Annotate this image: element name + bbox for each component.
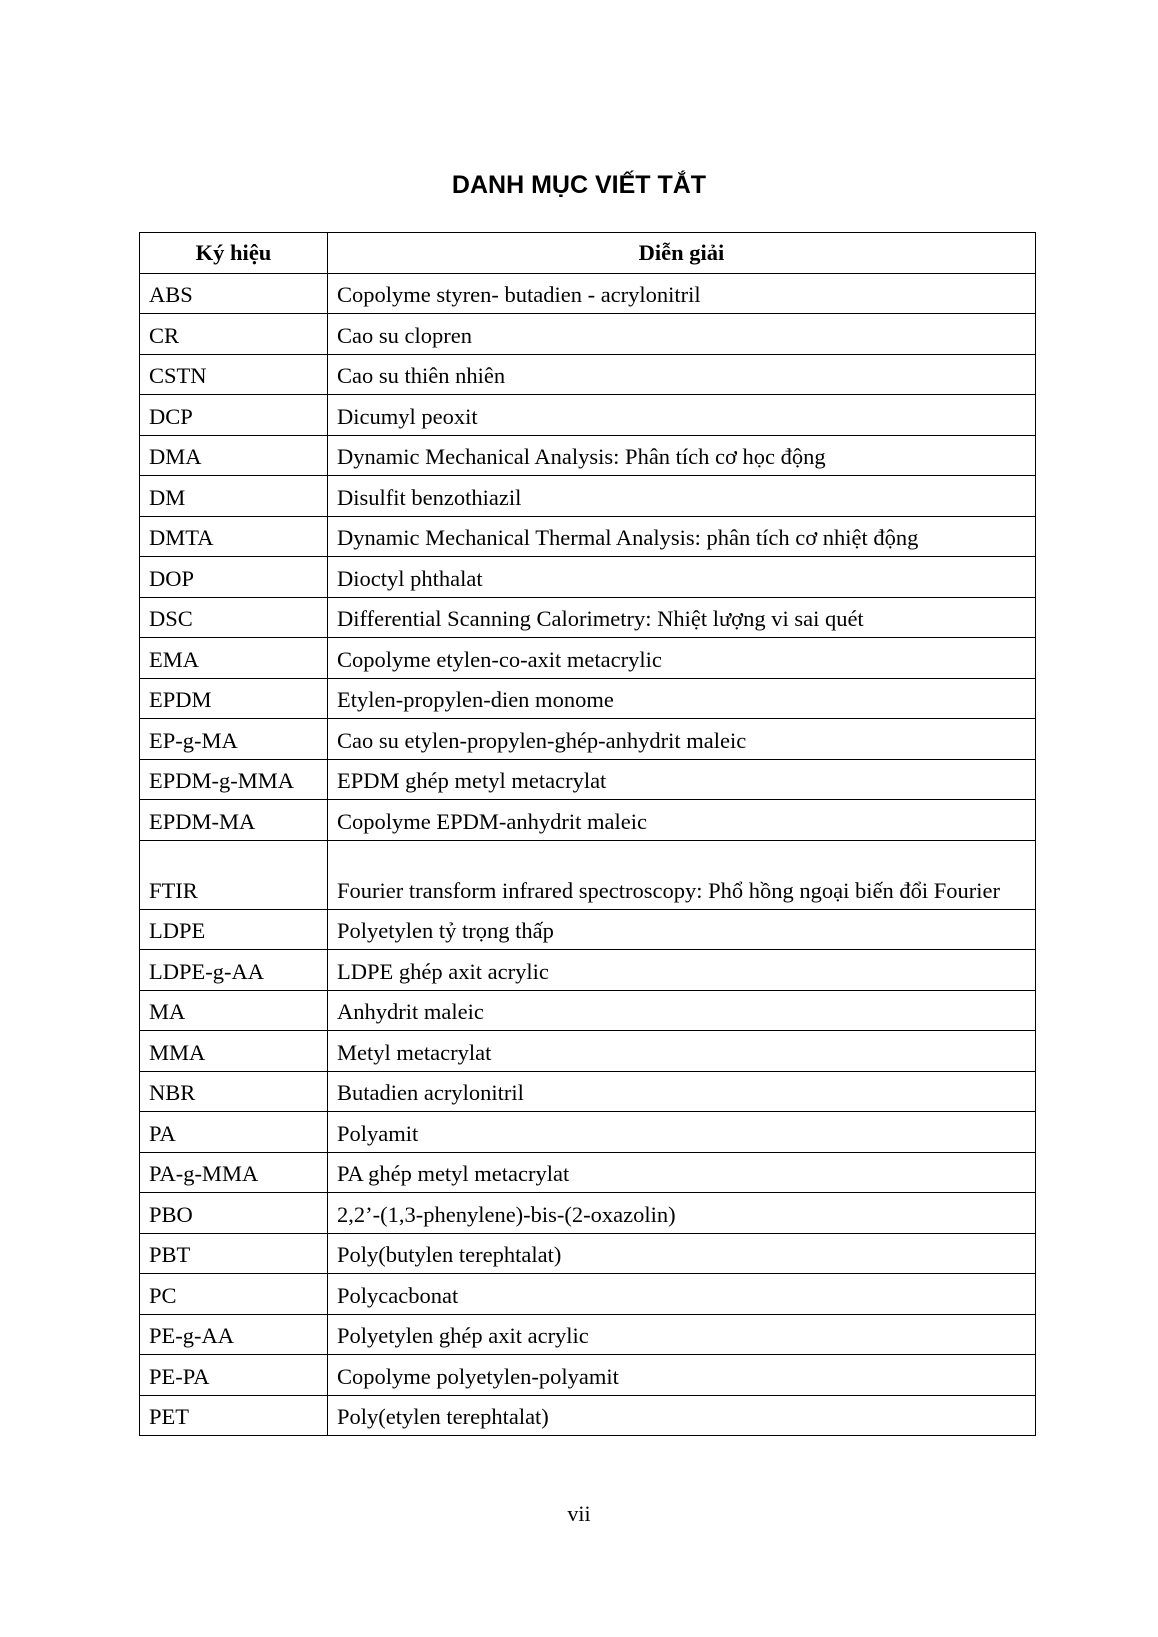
header-description: Diễn giải (328, 233, 1036, 274)
table-row (140, 1274, 1036, 1315)
header-symbol: Ký hiệu (140, 233, 328, 274)
table-row (140, 1031, 1036, 1072)
abbrev-description: Fourier transform infrared spectroscopy: Phổ hồng ngoại biến đổi Fourier (328, 840, 1036, 909)
abbrev-description: PA ghép metyl metacrylat (328, 1152, 1036, 1193)
table-row (140, 638, 1036, 679)
abbrev-description: Poly(etylen terephtalat) (328, 1395, 1036, 1436)
page-title: DANH MỤC VIẾT TẮT (451, 171, 707, 199)
abbrev-description: Cao su etylen-propylen-ghép-anhydrit maleic (328, 719, 1036, 760)
abbrev-symbol: FTIR (140, 840, 328, 909)
table-row (140, 1314, 1036, 1355)
table-row (140, 1233, 1036, 1274)
abbrev-symbol: DMTA (140, 516, 328, 557)
abbrev-description: Etylen-propylen-dien monome (328, 678, 1036, 719)
abbrev-symbol: MMA (140, 1031, 328, 1072)
abbrev-description: Copolyme polyetylen-polyamit (328, 1355, 1036, 1396)
abbrev-symbol: ABS (140, 273, 328, 314)
table-row (140, 1355, 1036, 1396)
abbrev-description: Cao su thiên nhiên (328, 354, 1036, 395)
abbrev-symbol: DMA (140, 435, 328, 476)
table-row (140, 557, 1036, 598)
table-header-row (140, 233, 1036, 274)
table-row (140, 1152, 1036, 1193)
table-row (140, 1071, 1036, 1112)
abbrev-description: Copolyme styren- butadien - acrylonitril (328, 273, 1036, 314)
abbreviation-table (139, 232, 1036, 1436)
abbrev-description: Polyetylen tỷ trọng thấp (328, 909, 1036, 950)
abbrev-symbol: EPDM-MA (140, 800, 328, 841)
table-row (140, 516, 1036, 557)
abbrev-symbol: DOP (140, 557, 328, 598)
table-body (140, 273, 1036, 1436)
abbrev-description: Dioctyl phthalat (328, 557, 1036, 598)
abbrev-description: 2,2’-(1,3-phenylene)-bis-(2-oxazolin) (328, 1193, 1036, 1234)
abbrev-symbol: PBO (140, 1193, 328, 1234)
abbrev-symbol: PA-g-MMA (140, 1152, 328, 1193)
table-row (140, 759, 1036, 800)
abbrev-symbol: DSC (140, 597, 328, 638)
abbrev-symbol: PET (140, 1395, 328, 1436)
abbrev-symbol: DCP (140, 395, 328, 436)
table-row (140, 476, 1036, 517)
table-row (140, 354, 1036, 395)
abbrev-symbol: LDPE (140, 909, 328, 950)
abbrev-symbol: PC (140, 1274, 328, 1315)
abbrev-description: Metyl metacrylat (328, 1031, 1036, 1072)
abbrev-description: Disulfit benzothiazil (328, 476, 1036, 517)
table-row (140, 678, 1036, 719)
table-row (140, 1112, 1036, 1153)
table-row (140, 1193, 1036, 1234)
abbrev-description: Dicumyl peoxit (328, 395, 1036, 436)
abbrev-symbol: PA (140, 1112, 328, 1153)
table-row (140, 273, 1036, 314)
table-row (140, 950, 1036, 991)
abbrev-description: Polyamit (328, 1112, 1036, 1153)
abbrev-symbol: LDPE-g-AA (140, 950, 328, 991)
abbrev-description: Differential Scanning Calorimetry: Nhiệt lượng vi sai quét (328, 597, 1036, 638)
abbrev-symbol: DM (140, 476, 328, 517)
abbrev-symbol: CSTN (140, 354, 328, 395)
abbrev-symbol: PBT (140, 1233, 328, 1274)
table-row (140, 909, 1036, 950)
table-row (140, 1395, 1036, 1436)
abbrev-description: Dynamic Mechanical Thermal Analysis: phân tích cơ nhiệt động (328, 516, 1036, 557)
table-row (140, 800, 1036, 841)
abbrev-description: Poly(butylen terephtalat) (328, 1233, 1036, 1274)
abbrev-symbol: EPDM (140, 678, 328, 719)
table-row (140, 395, 1036, 436)
abbrev-symbol: NBR (140, 1071, 328, 1112)
abbrev-description: Copolyme etylen-co-axit metacrylic (328, 638, 1036, 679)
abbrev-symbol: PE-g-AA (140, 1314, 328, 1355)
table-row (140, 990, 1036, 1031)
abbrev-description: Polyetylen ghép axit acrylic (328, 1314, 1036, 1355)
abbrev-description: Polycacbonat (328, 1274, 1036, 1315)
abbrev-description: Copolyme EPDM-anhydrit maleic (328, 800, 1036, 841)
abbrev-symbol: EMA (140, 638, 328, 679)
abbrev-symbol: EPDM-g-MMA (140, 759, 328, 800)
abbrev-description: EPDM ghép metyl metacrylat (328, 759, 1036, 800)
table-row (140, 314, 1036, 355)
abbrev-symbol: CR (140, 314, 328, 355)
page-number: vii (567, 1501, 591, 1526)
abbrev-description: LDPE ghép axit acrylic (328, 950, 1036, 991)
table-row (140, 719, 1036, 760)
abbrev-symbol: EP-g-MA (140, 719, 328, 760)
table-row (140, 597, 1036, 638)
abbrev-symbol: PE-PA (140, 1355, 328, 1396)
abbrev-description: Cao su clopren (328, 314, 1036, 355)
table-row (140, 840, 1036, 909)
abbrev-description: Anhydrit maleic (328, 990, 1036, 1031)
abbrev-description: Butadien acrylonitril (328, 1071, 1036, 1112)
abbrev-description: Dynamic Mechanical Analysis: Phân tích cơ học động (328, 435, 1036, 476)
table-row (140, 435, 1036, 476)
abbrev-symbol: MA (140, 990, 328, 1031)
